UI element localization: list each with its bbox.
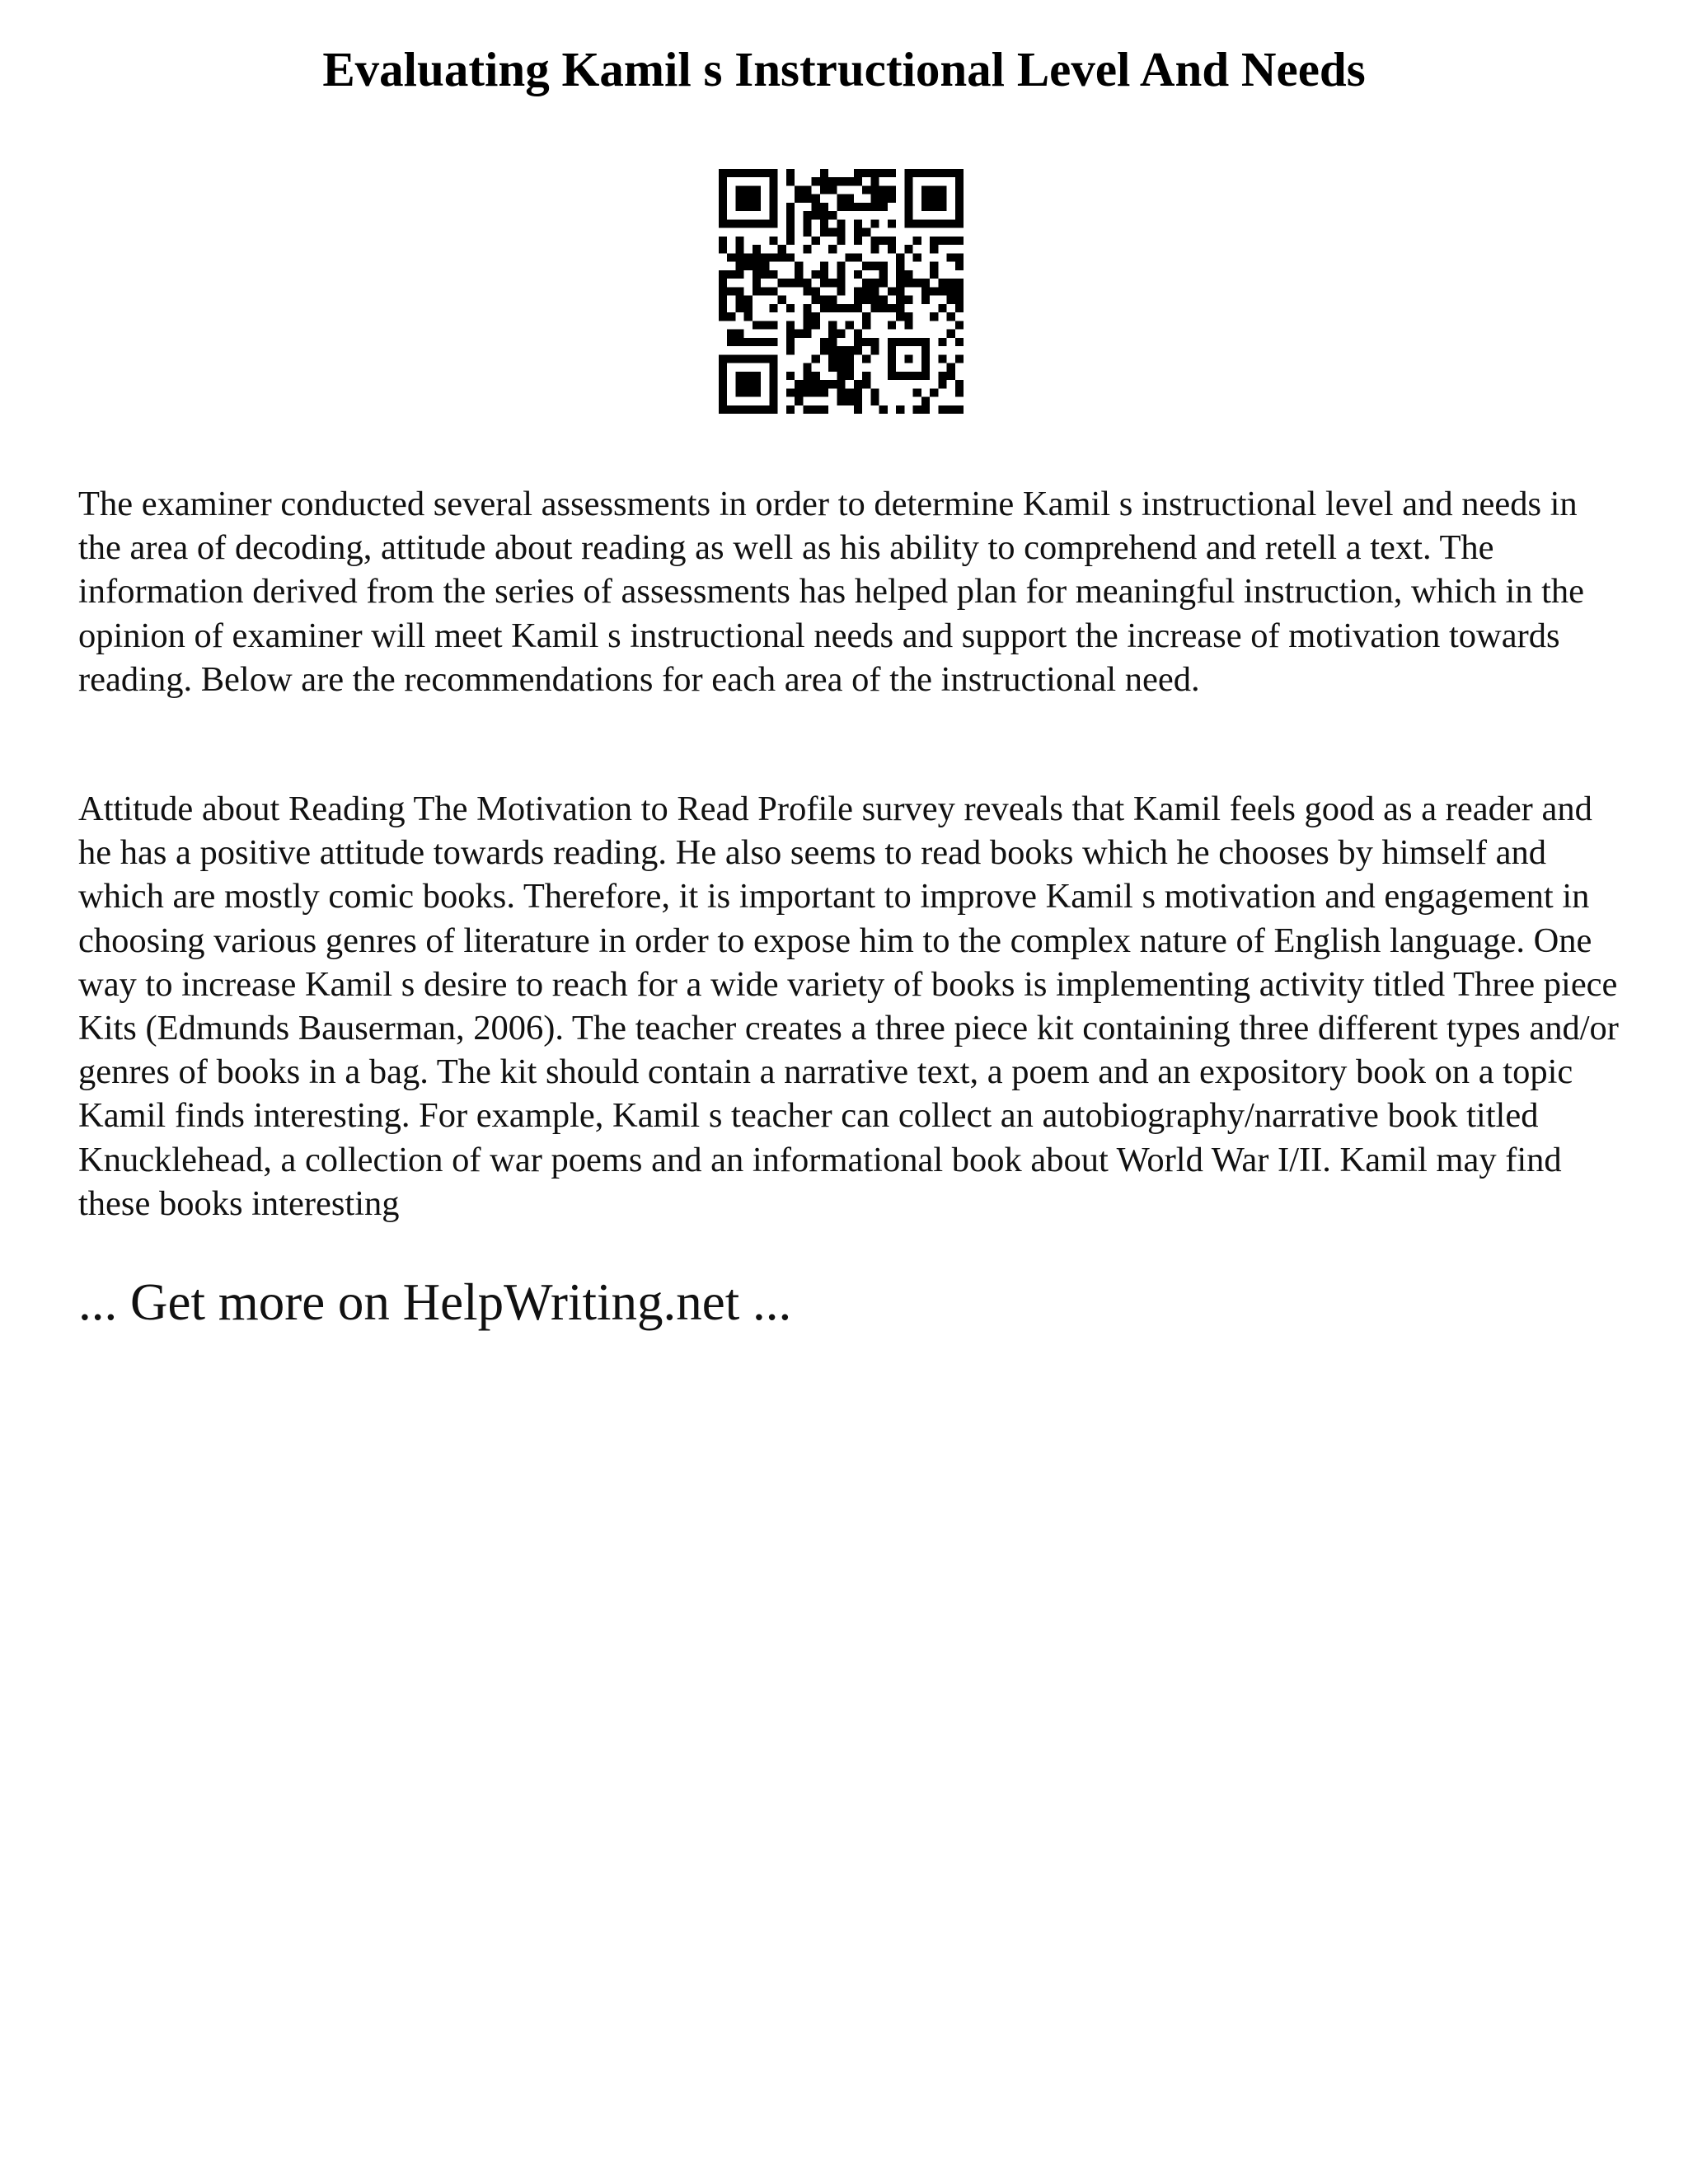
body-paragraph-intro: The examiner conducted several assessments in order to determine Kamil s instructional level and needs in the area of decoding, attitude about reading as well as his ability to comprehend and retell a text. The information derived from the series of assessments has helped plan for meaningful instruction, which in the opinion of examiner will meet Kamil s instructional needs and support the increase of motivation towards reading. Below are the recommendations for each area of the instructional need.	[78, 485, 1585, 699]
get-more-link[interactable]: ... Get more on HelpWriting.net ...	[78, 1273, 792, 1331]
document-title: Evaluating Kamil s Instructional Level And Needs	[322, 42, 1366, 96]
qr-code-icon	[719, 169, 964, 414]
body-paragraph-attitude: Attitude about Reading The Motivation to Read Profile survey reveals that Kamil feels good as a reader and he has a positive attitude towards reading. He also seems to read books which he chooses by himself and which are mostly comic books. Therefore, it is important to improve Kamil s motivation and engagement in choosing various genres of literature in order to expose him to the complex nature of English language. One way to increase Kamil s desire to reach for a wide variety of books is implementing activity titled Three piece Kits (Edmunds Bauserman, 2006). The teacher creates a three piece kit containing three different types and/or genres of books in a bag. The kit should contain a narrative text, a poem and an expository book on a topic Kamil finds interesting. For example, Kamil s teacher can collect an autobiography/narrative book titled Knucklehead, a collection of war poems and an informational book about World War I/II. Kamil may find these books interesting	[78, 790, 1619, 1223]
